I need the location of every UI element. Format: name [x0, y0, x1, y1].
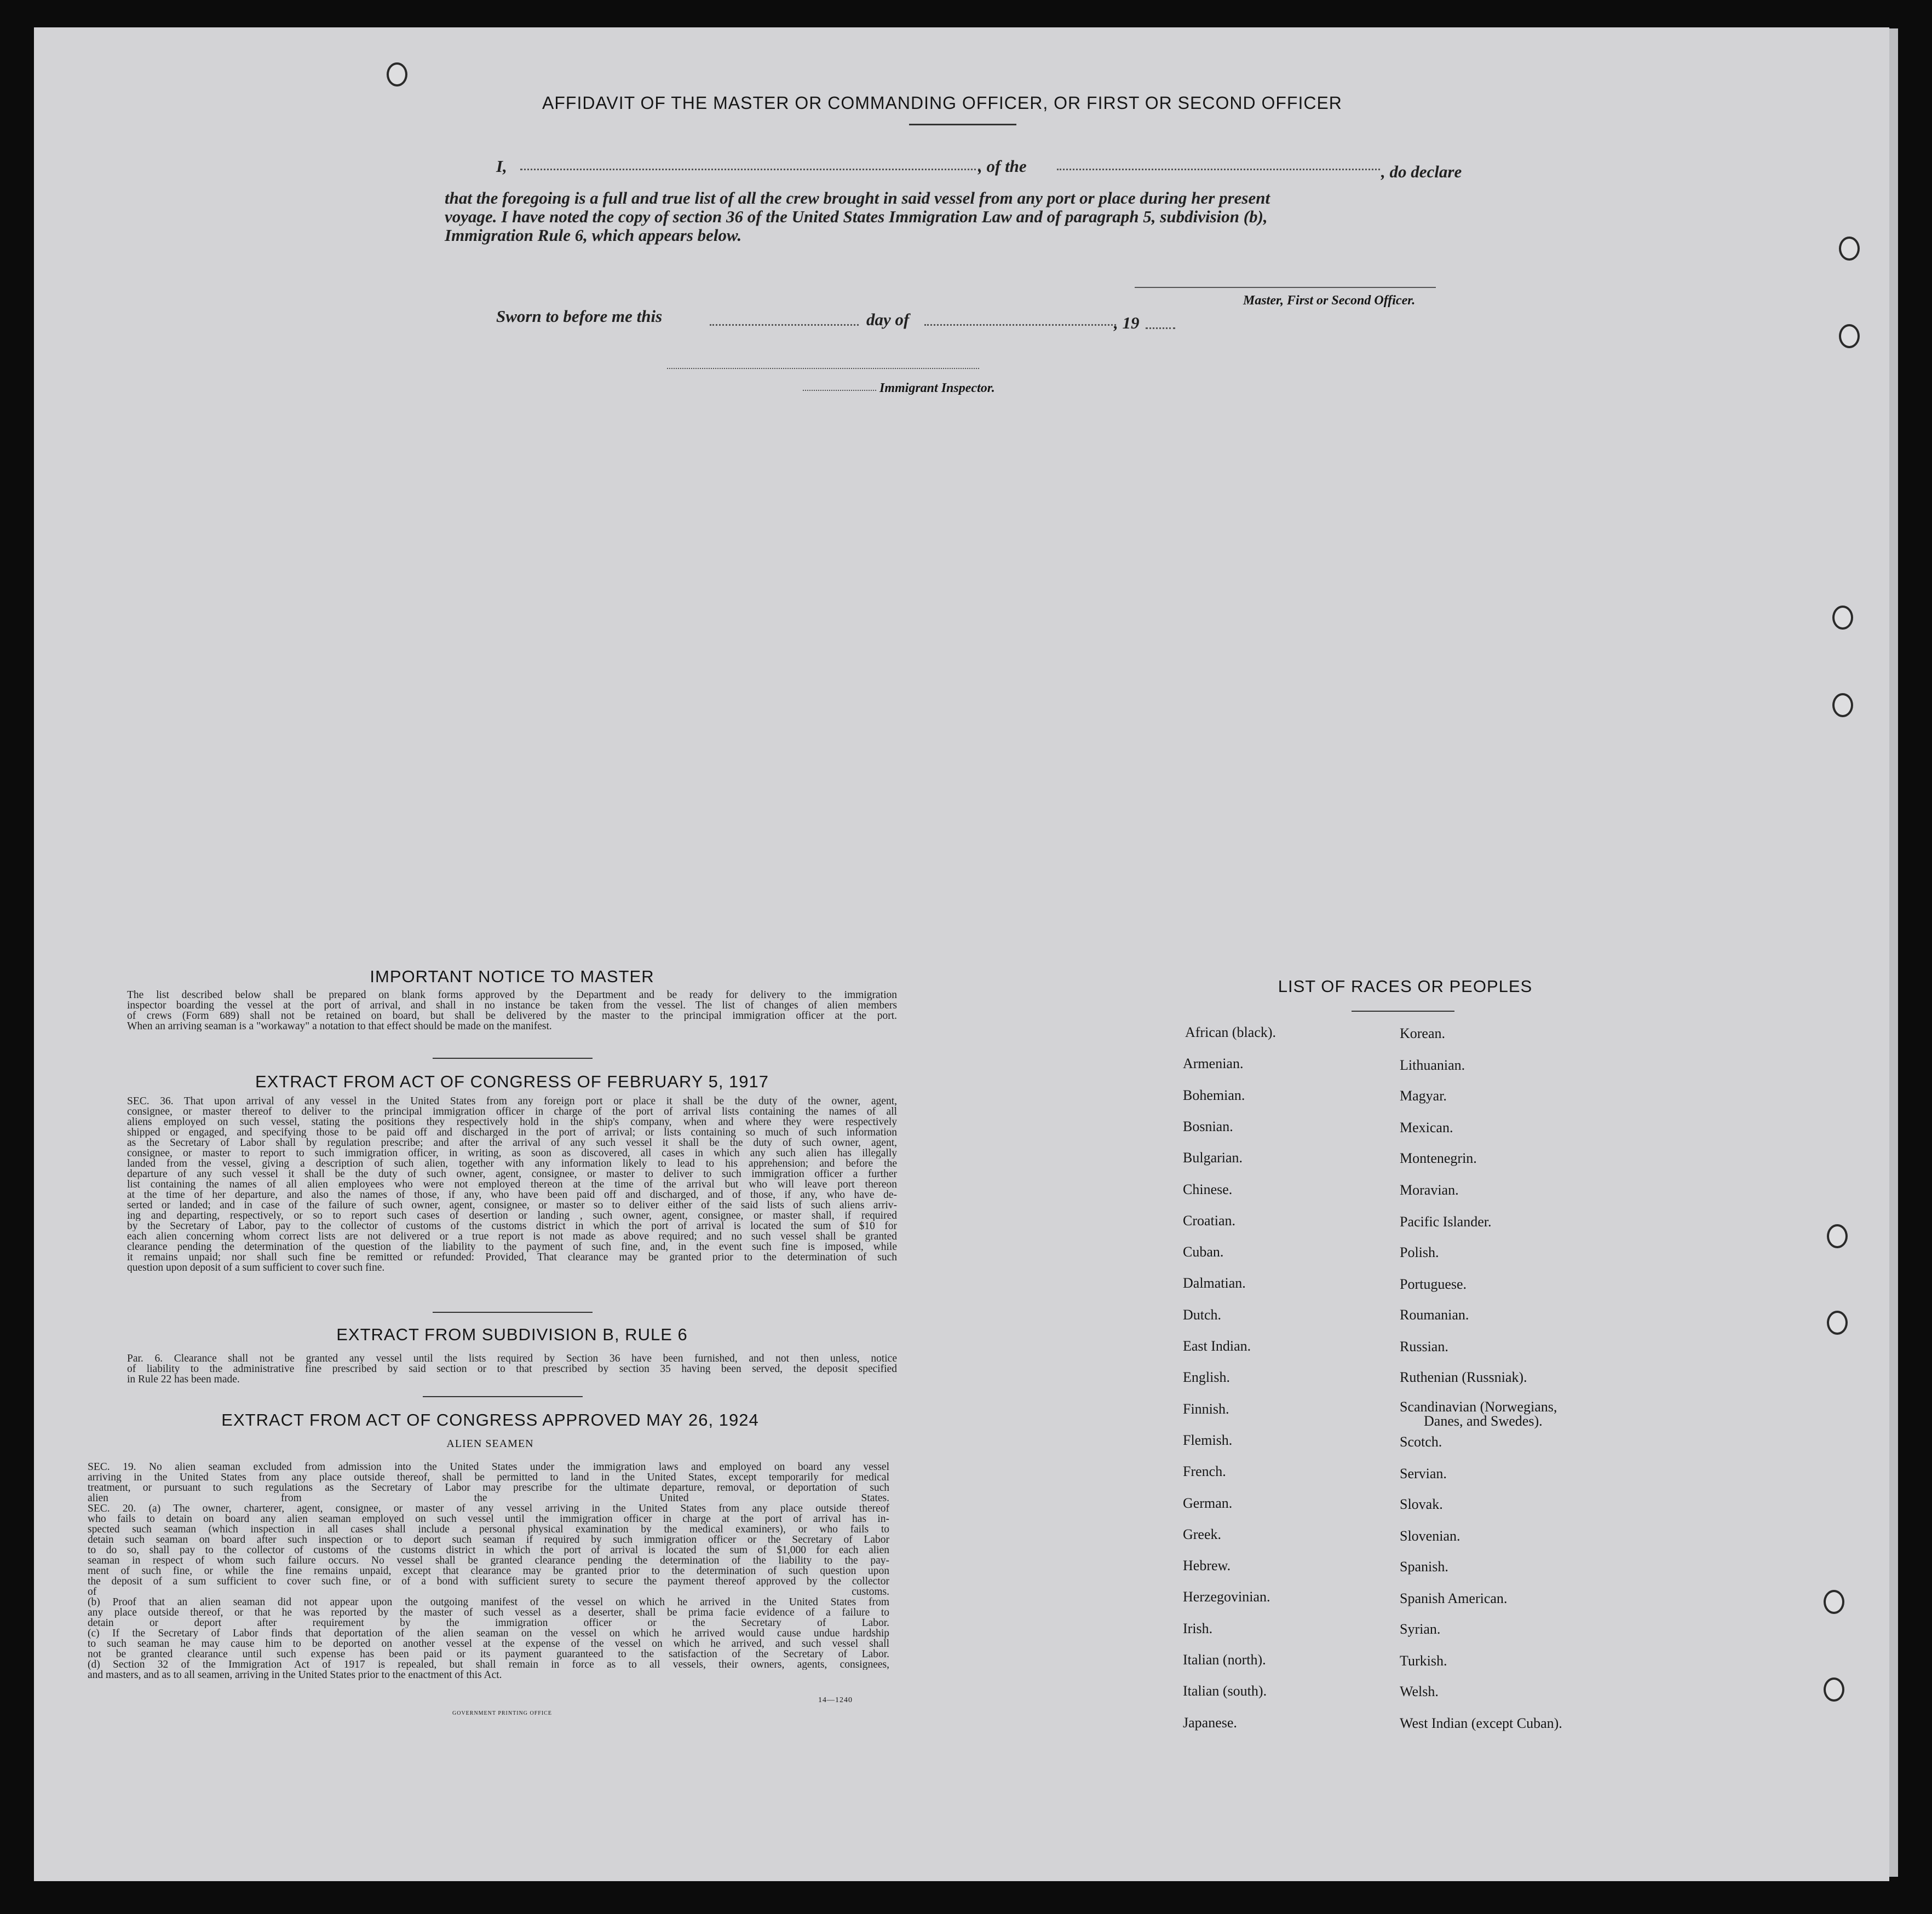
text-line: When an arriving seaman is a "workaway" a notation to that effect should be made on the manifest. [127, 1021, 552, 1031]
text-line: spected such seaman (which inspection in all cases shall include a personal physical examination by the medical examiners), or who fails to [88, 1524, 889, 1535]
extract-1924-heading: EXTRACT FROM ACT OF CONGRESS APPROVED MAY 26, 1924 [221, 1410, 759, 1429]
text-line: of customs. [88, 1587, 889, 1597]
race-item: Syrian. [1400, 1621, 1441, 1637]
day-of-text: day of [866, 310, 910, 329]
race-item: Danes, and Swedes). [1424, 1413, 1543, 1429]
text-line: not be granted clearance until such expense has been paid or its payment guaranteed to the satisfaction of the Secretary of Labor. [88, 1649, 889, 1659]
race-item: Korean. [1400, 1025, 1446, 1041]
punch-hole [1832, 693, 1853, 717]
text-line: shipped or engaged, and specifying those to be paid off and discharged in the port of arrival; or lists containing so much of such information [127, 1127, 897, 1138]
race-item: Finnish. [1183, 1400, 1229, 1417]
declaration-i: I, [496, 157, 507, 176]
punch-hole [1827, 1311, 1848, 1335]
race-item: Bosnian. [1183, 1118, 1233, 1134]
race-item: Spanish. [1400, 1559, 1448, 1575]
inspector-signature-line[interactable] [667, 368, 979, 369]
race-item: Mexican. [1400, 1120, 1453, 1135]
declaration-line-4: Immigration Rule 6, which appears below. [445, 226, 742, 245]
race-item: Croatian. [1183, 1212, 1236, 1229]
form-number: 14—1240 [818, 1696, 853, 1704]
text-line: consignee, or master thereof to deliver to the principal immigration officer in charge of the port of arrival lists containing the names of all [127, 1106, 897, 1117]
text-line: detain such seaman on board after such inspection or to deport such seaman if required by such immigration officer or the Secretary of Labor [88, 1535, 889, 1545]
text-line: inspector boarding the vessel at the port of arrival, and shall in no instance be taken from the vessel. The list of changes of alien members [127, 1000, 897, 1011]
extract-1917-text [127, 1096, 897, 1273]
extract-1924-text [88, 1462, 889, 1680]
extract-rule6-heading: EXTRACT FROM SUBDIVISION B, RULE 6 [336, 1325, 688, 1344]
text-line: by the Secretary of Labor, pay to the collector of customs of the customs district in which the port of arrival is located the sum of $10 for [127, 1221, 897, 1231]
race-item: Servian. [1400, 1466, 1447, 1481]
text-line: of crews (Form 689) shall not be retained on board, but shall be delivered by the master to the principal immigration officer at the port. [127, 1011, 897, 1021]
punch-hole [1832, 606, 1853, 630]
text-line: it remains unpaid; nor shall such fine be remitted or refunded: Provided, That clearance may be granted prior to the determination of such [127, 1252, 897, 1262]
race-item: Russian. [1400, 1339, 1448, 1354]
punch-hole [1824, 1677, 1844, 1702]
text-line: any place outside thereof, or that he was reported by the master of such vessel as a deserter, shall be prima facie evidence of a failure to [88, 1607, 889, 1618]
declaration-do-declare: , do declare [1381, 162, 1462, 181]
vessel-blank[interactable] [1057, 169, 1380, 170]
race-item: Montenegrin. [1400, 1150, 1477, 1166]
text-line: SEC. 19. No alien seaman excluded from admission into the United States under the immigration laws and employed on board any vessel [88, 1462, 889, 1472]
race-item: Japanese. [1183, 1714, 1237, 1731]
text-line: (d) Section 32 of the Immigration Act of 1917 is repealed, but shall remain in force as to all vessels, their owners, agents, consignees, [88, 1659, 889, 1670]
year-blank[interactable] [1146, 327, 1175, 329]
race-item: Slovenian. [1400, 1528, 1461, 1544]
extract-1924-subheading: ALIEN SEAMEN [446, 1438, 534, 1450]
divider [423, 1396, 583, 1397]
race-item: Portuguese. [1400, 1276, 1467, 1292]
race-item: Pacific Islander. [1400, 1214, 1492, 1230]
race-item: Bohemian. [1183, 1087, 1245, 1103]
declaration-line-3: voyage. I have noted the copy of section 36 of the United States Immigration Law and of paragraph 5, subdivision (b), [445, 207, 1268, 226]
race-item: Polish. [1400, 1244, 1439, 1260]
month-blank[interactable] [924, 324, 1116, 326]
text-line: question upon deposit of a sum sufficient to cover such fine. [127, 1262, 385, 1273]
race-item: Spanish American. [1400, 1590, 1508, 1606]
punch-hole [1827, 1224, 1848, 1248]
punch-hole [387, 62, 407, 87]
text-line: list containing the names of all alien employees who were not employed thereon at the time of the arrival but who will leave port thereon [127, 1179, 897, 1190]
race-item: Magyar. [1400, 1088, 1447, 1104]
text-line: treatment, or pursuant to such regulations as the Secretary of Labor may prescribe for the ultimate departure, removal, or deportation of such [88, 1483, 889, 1493]
text-line: seaman in respect of whom such failure occurs. No vessel shall be granted clearance pending the determination of the liability to the pay- [88, 1555, 889, 1566]
inspector-label: Immigrant Inspector. [879, 381, 995, 395]
printer-imprint: GOVERNMENT PRINTING OFFICE [452, 1710, 552, 1716]
race-item: African (black). [1185, 1024, 1277, 1040]
text-line: Par. 6. Clearance shall not be granted any vessel until the lists required by Section 36 have been furnished, and not then unless, notice [127, 1353, 897, 1364]
declaration-line-2: that the foregoing is a full and true list of all the crew brought in said vessel from any port or place during her present [445, 188, 1270, 207]
year-prefix: , 19 [1114, 313, 1140, 332]
race-item: East Indian. [1183, 1338, 1251, 1354]
race-item: Slovak. [1400, 1496, 1443, 1512]
race-item: Bulgarian. [1183, 1150, 1243, 1166]
text-line: serted or landed; and in case of the failure of such owner, agent, consignee, or master so to deliver either of the said lists of such aliens arriv- [127, 1200, 897, 1210]
affidavit-title: AFFIDAVIT OF THE MASTER OR COMMANDING OFFICER, OR FIRST OR SECOND OFFICER [542, 93, 1342, 113]
race-item: Scotch. [1400, 1434, 1442, 1450]
race-item: Chinese. [1183, 1181, 1233, 1197]
text-line: in Rule 22 has been made. [127, 1374, 240, 1385]
notice-heading: IMPORTANT NOTICE TO MASTER [370, 967, 654, 986]
race-item: German. [1183, 1495, 1233, 1511]
race-item: French. [1183, 1463, 1226, 1480]
race-item: Italian (south). [1183, 1683, 1267, 1699]
text-line: consignee, or master to report to such immigration officer, in writing, as soon as discovered, all cases in which any such alien has illegally [127, 1148, 897, 1158]
text-line: departure of any such vessel it shall be the duty of such owner, agent, consignee, or master to deliver to such immigration officer a further [127, 1169, 897, 1179]
text-line: ment of such fine, or while the fine remains unpaid, except that clearance may be granted prior to the determination of such question upon [88, 1566, 889, 1576]
race-item: Greek. [1183, 1526, 1222, 1542]
races-heading: LIST OF RACES OR PEOPLES [1278, 977, 1533, 996]
text-line: SEC. 36. That upon arrival of any vessel in the United States from any foreign port or place it shall be the duty of the owner, agent, [127, 1096, 897, 1106]
text-line: as the Secretary of Labor shall by regulation prescribe; and after the arrival of any such vessel it shall be the duty of such owner, agent, [127, 1138, 897, 1148]
text-line: (c) If the Secretary of Labor finds that deportation of the alien seaman on the vessel on which he arrived would cause undue hardship [88, 1628, 889, 1639]
race-item: Lithuanian. [1400, 1057, 1465, 1073]
divider [433, 1312, 593, 1313]
punch-hole [1839, 324, 1860, 348]
race-item: Turkish. [1400, 1653, 1447, 1669]
divider [433, 1058, 593, 1059]
master-signature-line[interactable] [1135, 287, 1436, 288]
race-item: Dutch. [1183, 1306, 1222, 1323]
race-item: Roumanian. [1400, 1307, 1469, 1323]
text-line: and masters, and as to all seamen, arriving in the United States prior to the enactment of this Act. [88, 1670, 502, 1680]
race-item: Armenian. [1183, 1056, 1244, 1072]
master-signature-label: Master, First or Second Officer. [1243, 293, 1416, 308]
punch-hole [1824, 1590, 1844, 1614]
race-item: Flemish. [1183, 1432, 1233, 1448]
text-line: detain or deport after requirement by the immigration officer or the Secretary of Labor. [88, 1618, 889, 1628]
text-line: aliens employed on such vessel, stating the positions they respectively hold in the ship's company, when and where they were respectively [127, 1117, 897, 1127]
race-item: Dalmatian. [1183, 1275, 1246, 1292]
declaration-of-the: , of the [978, 157, 1027, 176]
text-line: alien from the United States. [88, 1493, 889, 1503]
race-item: West Indian (except Cuban). [1400, 1715, 1562, 1731]
extract-1917-heading: EXTRACT FROM ACT OF CONGRESS OF FEBRUARY 5, 1917 [255, 1072, 769, 1091]
text-line: the deposit of a sum sufficient to cover such fine, or of a bond with sufficient surety to secure the payment thereof approved by the collector [88, 1576, 889, 1587]
punch-hole [1839, 237, 1860, 261]
inspector-dash [803, 390, 876, 391]
notice-text [127, 990, 897, 1031]
text-line: of liability to the administrative fine prescribed by said section or to that prescribed by section 35 having been served, the deposit specified [127, 1364, 897, 1374]
race-item: Scandinavian (Norwegians, [1400, 1399, 1557, 1415]
text-line: (b) Proof that an alien seaman did not appear upon the outgoing manifest of the vessel on which he arrived in the United States from [88, 1597, 889, 1607]
race-item: Italian (north). [1183, 1652, 1266, 1668]
text-line: who fails to detain on board any alien seaman employed on such vessel until the immigration officer in charge at the port of arrival has in- [88, 1514, 889, 1524]
race-item: Irish. [1183, 1620, 1213, 1636]
race-item: English. [1183, 1369, 1230, 1386]
text-line: to such seaman he may cause him to be deported on another vessel at the expense of the vessel on which he arrived, and such vessel shall [88, 1639, 889, 1649]
race-item: Moravian. [1400, 1182, 1459, 1198]
race-item: Ruthenian (Russniak). [1400, 1369, 1527, 1385]
text-line: SEC. 20. (a) The owner, charterer, agent, consignee, or master of any vessel arriving in the United States from any place outside thereof [88, 1503, 889, 1514]
name-blank[interactable] [520, 169, 980, 170]
text-line: landed from the vessel, giving a description of such alien, together with any information likely to lead to his apprehension; and before the [127, 1158, 897, 1169]
race-item: Cuban. [1183, 1244, 1224, 1260]
text-line: ing and departing, respectively, or so to report such cases of desertion or landing , such owner, agent, consignee, or master shall, if required [127, 1210, 897, 1221]
text-line: arriving in the United States from any place outside thereof, shall be permitted to land in the United States, except temporarily for medical [88, 1472, 889, 1483]
title-divider [909, 124, 1016, 125]
text-line: clearance pending the determination of the question of the liability to the payment of such fine, and, in the event such fine is imposed, while [127, 1242, 897, 1252]
race-item: Welsh. [1400, 1684, 1439, 1699]
text-line: to do so, shall pay to the collector of customs of the customs district in which the port of arrival is located the sum of $1,000 for each alien [88, 1545, 889, 1555]
extract-rule6-text [127, 1353, 897, 1385]
text-line: each alien concerning whom correct lists are not delivered or a true report is not made as above required; and no such vessel shall be granted [127, 1231, 897, 1242]
race-item: Herzegovinian. [1183, 1589, 1270, 1605]
text-line: at the time of her departure, and also the names of those, if any, who have been paid off and discharged, and of those, if any, who have de- [127, 1190, 897, 1200]
sworn-text: Sworn to before me this [496, 307, 663, 326]
divider [1352, 1011, 1454, 1012]
text-line: The list described below shall be prepared on blank forms approved by the Department and be ready for delivery to the immigration [127, 990, 897, 1000]
day-blank[interactable] [710, 324, 859, 326]
race-item: Hebrew. [1183, 1558, 1231, 1574]
